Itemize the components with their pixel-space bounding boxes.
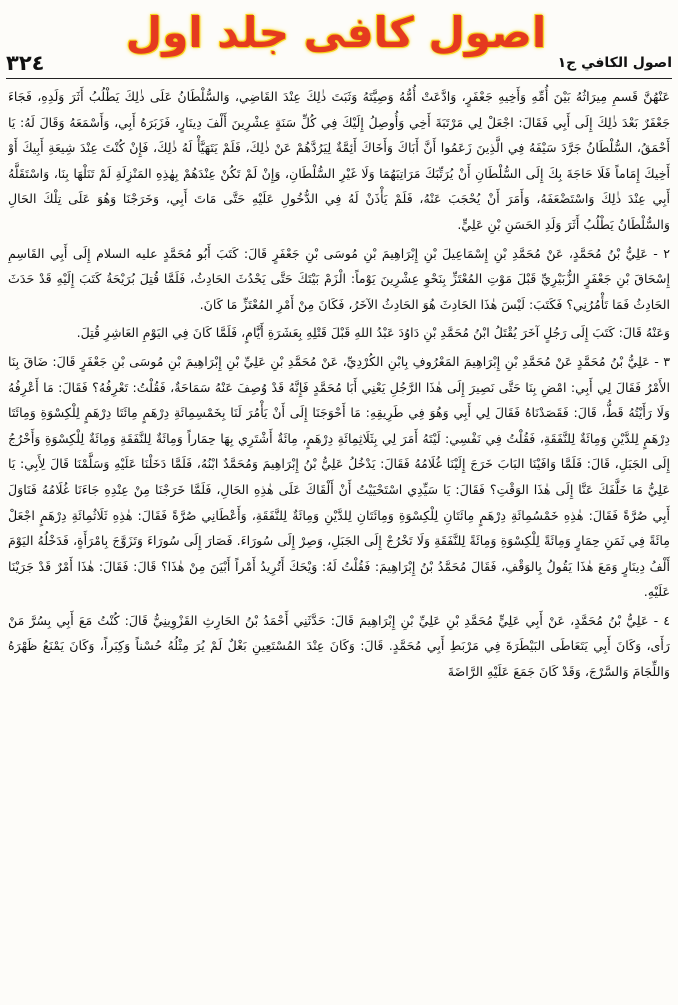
running-title: اصول الكافي ج١ — [557, 55, 672, 71]
hadith-4: ٤ - عَلِيُّ بْنُ مُحَمَّدٍ، عَنْ أَبِي عَلِيٍّ مُحَمَّدِ بْنِ عَلِيِّ بْنِ إِبْرَاهِيمَ قَالَ: حَدَّثَنِي أَحْمَدُ بْنُ الحَارِثِ القَزْوِينِيُّ قَالَ: كُنْتُ مَعَ أَبِي بِسُرَّ مَنْ رَأَى، وَكَانَ أَبِي يَتَعَاطَى البَيْطَرَةَ فِي مَرْبَطِ أَبِي مُحَمَّدٍ. قَالَ: وَكَانَ عِنْدَ المُسْتَعِينِ بَغْلٌ لَمْ يُرَ مِثْلُهُ حُسْناً وَكِبَراً، وَكَانَ يَمْنَعُ ظَهْرَهُ وَاللِّجَامَ وَالسَّرْجَ، وَقَدْ كَانَ جَمَعَ عَلَيْهِ الرَّاضَةَ — [8, 612, 670, 680]
hadith-3: ٣ - عَلِيُّ بْنُ مُحَمَّدٍ عَنْ مُحَمَّدِ بْنِ إِبْرَاهِيمَ المَعْرُوفِ بِابْنِ الكُرْدِيِّ، عَنْ مُحَمَّدِ بْنِ عَلِيِّ بْنِ إِبْرَاهِيمَ بْنِ مُوسَى بْنِ جَعْفَرٍ قَالَ: ضَاقَ بِنَا الأَمْرُ فَقَالَ لِي أَبِي: امْضِ بِنَا حَتَّى نَصِيرَ إِلَى هٰذَا الرَّجُلِ يَعْنِي أَبَا مُحَمَّدٍ فَإِنَّهُ قَدْ وُصِفَ عَنْهُ سَمَاحَةٌ، فَقُلْتُ: تَعْرِفُهُ؟ فَقَالَ: مَا أَعْرِفُهُ وَلَا رَأَيْتُهُ قَطُّ، قَالَ: فَقَصَدْنَاهُ فَقَالَ لِي أَبِي وَهُوَ فِي طَرِيقِهِ: مَا أَحْوَجَنَا إِلَى أَنْ يَأْمُرَ لَنَا بِخَمْسِمِائَةِ دِرْهَمٍ مِائَتَا دِرْهَمٍ لِلْكِسْوَةِ وَمِائَتَا دِرْهَمٍ لِلدَّيْنِ وَمِائَةٌ لِلنَّفَقَةِ، فَقُلْتُ فِي نَفْسِي: لَيْتَهُ أَمَرَ لِي بِثَلَاثِمِائَةِ دِرْهَمٍ، مِائَةٌ أَشْتَرِي بِهَا حِمَاراً وَمِائَةٌ لِلنَّفَقَةِ وَمِائَةٌ لِلْكِسْوَةِ وَأَخْرُجُ إِلَى الجَبَلِ، قَالَ: فَلَمَّا وَافَيْنَا البَابَ خَرَجَ إِلَيْنَا غُلَامُهُ فَقَالَ: يَدْخُلُ عَلِيُّ بْنُ إِبْرَاهِيمَ وَمُحَمَّدٌ ابْنُهُ، فَلَمَّا دَخَلْنَا عَلَيْهِ وَسَلَّمْنَا قَالَ لِأَبِي: يَا عَلِيُّ مَا خَلَّفَكَ عَنَّا إِلَى هٰذَا الوَقْتِ؟ فَقَالَ: يَا سَيِّدِي اسْتَحْيَيْتُ أَنْ أَلْقَاكَ عَلَى هٰذِهِ الحَالِ، فَلَمَّا خَرَجْنَا مِنْ عِنْدِهِ جَاءَنَا غُلَامُهُ فَنَاوَلَ أَبِي صُرَّةً فَقَالَ: هٰذِهِ خَمْسُمِائَةِ دِرْهَمٍ مِائَتَانِ لِلْكِسْوَةِ وَمِائَتَانِ لِلدَّيْنِ وَمِائَةٌ لِلنَّفَقَةِ، وَأَعْطَانِي صُرَّةً فَقَالَ: هٰذِهِ ثَلَاثُمِائَةِ دِرْهَمٍ اجْعَلْ مِائَةً فِي ثَمَنِ حِمَارٍ وَمِائَةً لِلْكِسْوَةِ وَمِائَةً لِلنَّفَقَةِ وَلَا تَخْرُجْ إِلَى الجَبَلِ، وَصِرْ إِلَى سُورَاءَ. فَصَارَ إِلَى سُورَاءَ وَتَزَوَّجَ بِامْرَأَةٍ، فَدَخْلُهُ اليَوْمَ أَلْفُ دِينَارٍ وَمَعَ هٰذَا يَقُولُ بِالوَقْفِ، فَقَالَ مُحَمَّدُ بْنُ إِبْرَاهِيمَ: فَقُلْتُ لَهُ: وَيْحَكَ أَتُرِيدُ أَمْراً أَبْيَنَ مِنْ هٰذَا؟ قَالَ: فَقَالَ: هٰذَا أَمْرٌ قَدْ جَرَيْنَا عَلَيْهِ. — [8, 353, 670, 600]
hadith-2-addendum: وَعَنْهُ قَالَ: كَتَبَ إِلَى رَجُلٍ آخَرَ يُقْتَلُ ابْنُ مُحَمَّدِ بْنِ دَاوُدَ عَبْدُ اللهِ قَبْلَ قَتْلِهِ بِعَشَرَةِ أَيَّامٍ، فَلَمَّا كَانَ فِي اليَوْمِ العَاشِرِ قُتِلَ. — [76, 325, 670, 341]
page-header — [6, 48, 672, 79]
paragraph-continuation: عَنْهُنَّ قَسمِ مِيرَاثُهُ بَيْنَ أُمِّهِ وَأَخِيهِ جَعْفَرٍ، وَادَّعَتْ أُمُّهُ وَصِيَّتَهُ وَثَبَتَ ذٰلِكَ عِنْدَ القَاضِي، وَالسُّلْطَانُ عَلَى ذٰلِكَ يَطْلُبُ أَثَرَ وَلَدِهِ، فَجَاءَ جَعْفَرٌ بَعْدَ ذٰلِكَ إِلَى أَبِي فَقَالَ: اجْعَلْ لِي مَرْتَبَةَ أَخِي وَأُوصِلُ إِلَيْكَ فِي كُلِّ سَنَةٍ عِشْرِينَ أَلْفَ دِينَارٍ، فَزَبَرَهُ أَبِي، وَأَسْمَعَهُ وَقَالَ لَهُ: يَا أَحْمَقُ، السُّلْطَانُ جَرَّدَ سَيْفَهُ فِي الَّذِينَ زَعَمُوا أَنَّ أَبَاكَ وَأَخَاكَ أَئِمَّةٌ لِيَرُدَّهُمْ عَنْ ذٰلِكَ، فَلَمْ يَتَهَيَّأْ لَهُ ذٰلِكَ، فَإِنْ كُنْتَ عِنْدَ شِيعَةِ أَبِيكَ أَوْ أَخِيكَ إِمَاماً فَلَا حَاجَةَ بِكَ إِلَى السُّلْطَانِ أَنْ يُرَتِّبَكَ مَرَاتِبَهُمَا وَلَا غَيْرِ السُّلْطَانِ، وَإِنْ لَمْ تَكُنْ عِنْدَهُمْ بِهٰذِهِ المَنْزِلَةِ لَمْ تَنَلْهَا بِنَا، وَاسْتَقَلَّهُ أَبِي عِنْدَ ذٰلِكَ وَاسْتَضْعَفَهُ، وَأَمَرَ أَنْ يُحْجَبَ عَنْهُ، فَلَمْ يَأْذَنْ لَهُ فِي الدُّخُولِ عَلَيْهِ حَتَّى مَاتَ أَبِي، وَخَرَجْنَا وَهُوَ عَلَى تِلْكَ الحَالِ وَالسُّلْطَانُ يَطْلُبُ أَثَرَ وَلَدِ الحَسَنِ بْنِ عَلِيٍّ. — [8, 89, 670, 232]
book-title-banner: اصول کافی جلد اول — [125, 7, 547, 57]
hadith-2: ٢ - عَلِيُّ بْنُ مُحَمَّدٍ، عَنْ مُحَمَّدِ بْنِ إِسْمَاعِيلَ بْنِ إِبْرَاهِيمَ بْنِ مُوسَى بْنِ جَعْفَرٍ قَالَ: كَتَبَ أَبُو مُحَمَّدٍ عليه السلام إِلَى أَبِي القَاسِمِ إِسْحَاقَ بْنِ جَعْفَرٍ الزُّبَيْرِيِّ قَبْلَ مَوْتِ المُعْتَزِّ بِنَحْوِ عِشْرِينَ يَوْماً: الْزَمْ بَيْتَكَ حَتَّى يَحْدُثَ الحَادِثُ، فَلَمَّا قُتِلَ بُرَيْحَةُ كَتَبَ إِلَيْهِ قَدْ حَدَثَ الحَادِثُ فَمَا تَأْمُرُنِي؟ فَكَتَبَ: لَيْسَ هٰذَا الحَادِثَ هُوَ الحَادِثُ الآخَرُ، فَكَانَ مِنْ أَمْرِ المُعْتَزِّ مَا كَانَ. — [8, 245, 670, 312]
page-number: ٣٢٤ — [6, 51, 45, 75]
page-body — [8, 84, 670, 999]
